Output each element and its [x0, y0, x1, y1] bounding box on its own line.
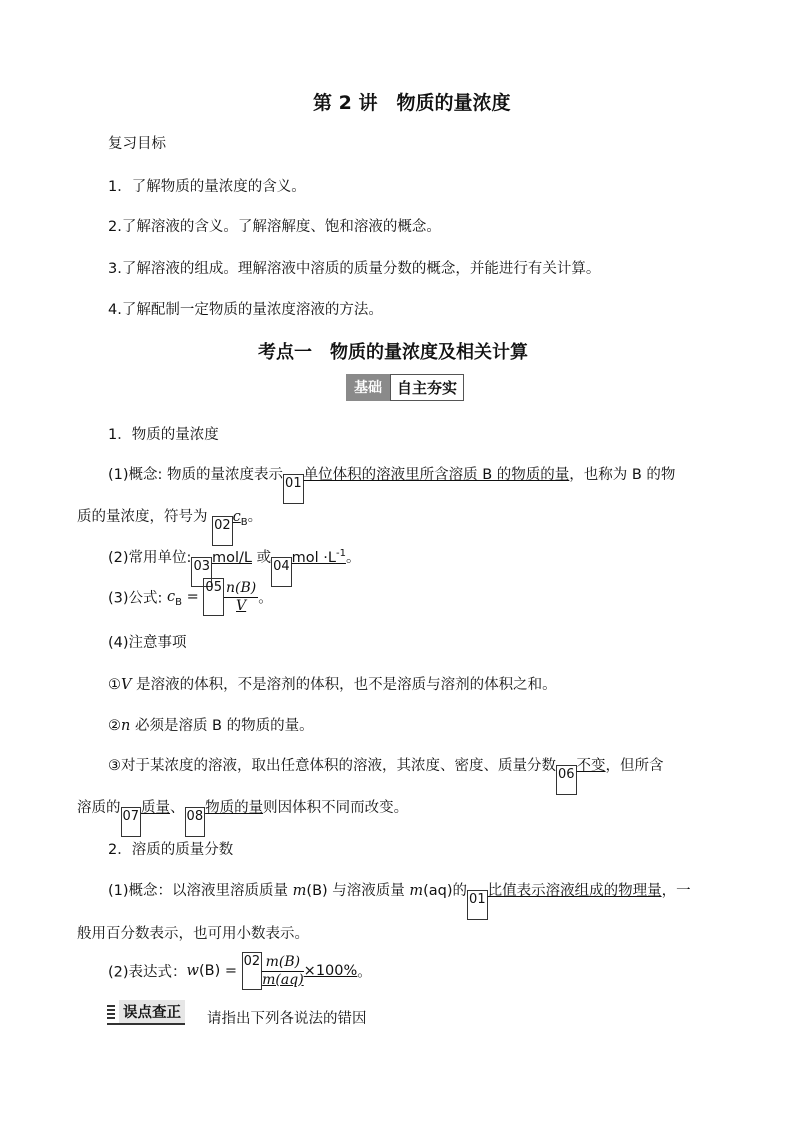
- expression-line: (2)表达式：w(B) = 02 $\frac{m(B)}{m(aq)}$ ×100%。: [108, 952, 372, 990]
- error-check-text: 请指出下列各说法的错因: [207, 1011, 367, 1027]
- objective-item: 2.了解溶液的含义。了解溶解度、饱和溶液的概念。: [108, 219, 441, 235]
- answer-text: mol/L: [211, 550, 252, 566]
- subsection-heading: 2．溶质的质量分数: [108, 842, 234, 858]
- answer-text: 物质的量: [205, 800, 264, 816]
- unit-line: (2)常用单位: 03 mol/L 或 04 mol $\cdot L^{-1}$。: [108, 546, 360, 587]
- objective-item: 1．了解物质的量浓度的含义。: [108, 179, 306, 195]
- answer-text: mol $\cdot L^{-1}$: [291, 548, 346, 566]
- answer-box: 07: [121, 807, 142, 837]
- subsection-heading: 1．物质的量浓度: [108, 427, 219, 443]
- error-check-badge: 误点查正: [107, 1000, 185, 1025]
- concept-line-2: 质的量浓度，符号为 02 $c_B$。: [77, 505, 262, 546]
- badge-self-study: 自主夯实: [390, 374, 464, 401]
- objective-item: 3.了解溶液的组成。理解溶液中溶质的质量分数的概念，并能进行有关计算。: [108, 261, 601, 277]
- answer-text: $c_B$: [232, 509, 248, 528]
- page-title: 第 2 讲 物质的量浓度: [313, 92, 511, 114]
- formula-fraction: $\frac{n(B)}{V}$: [225, 579, 257, 614]
- answer-box: 02: [212, 516, 233, 546]
- answer-box: 01: [283, 474, 304, 504]
- answer-text: 比值表示溶液组成的物理量: [487, 883, 662, 899]
- expression-fraction: $\frac{m(B)}{m(aq)}$: [262, 953, 304, 988]
- answer-box: 02: [242, 952, 263, 990]
- mass-fraction-concept-1: (1)概念：以溶液里溶质质量 m(B) 与溶液质量 m(aq)的 01 比值表示溶液组成的物理量，一: [108, 879, 691, 920]
- objective-item: 4.了解配制一定物质的量浓度溶液的方法。: [108, 302, 383, 318]
- objectives-heading: 复习目标: [108, 136, 166, 152]
- answer-box: 05: [203, 578, 224, 616]
- mass-fraction-concept-2: 般用百分数表示，也可用小数表示。: [77, 926, 309, 942]
- answer-box: 01: [467, 890, 488, 920]
- notes-heading: (4)注意事项: [108, 635, 187, 651]
- note-item: ①V 是溶液的体积，不是溶剂的体积，也不是溶质与溶剂的体积之和。: [108, 677, 557, 693]
- note-item: ③对于某浓度的溶液，取出任意体积的溶液，其浓度、密度、质量分数 06 不变，但所含: [108, 754, 664, 795]
- answer-text: 单位体积的溶液里所含溶质 B 的物质的量: [303, 467, 570, 483]
- formula-line: (3)公式: $c_B$ = 05 $\frac{n(B)}{V}$ 。: [108, 578, 273, 616]
- section-badge: [346, 374, 464, 401]
- answer-box: 08: [185, 807, 206, 837]
- answer-box: 03: [191, 557, 212, 587]
- answer-box: 04: [271, 557, 292, 587]
- answer-text: 不变: [576, 758, 606, 774]
- answer-text: 质量: [141, 800, 171, 816]
- concept-line-1: (1)概念: 物质的量浓度表示 01 单位体积的溶液里所含溶质 B 的物质的量，也称为 B 的物: [108, 463, 675, 504]
- badge-basic: 基础: [346, 374, 390, 401]
- section-title: 考点一 物质的量浓度及相关计算: [258, 342, 528, 363]
- badge-stripe-icon: [107, 1005, 115, 1019]
- note-item: ②n 必须是溶质 B 的物质的量。: [108, 718, 314, 734]
- note-item-cont: 溶质的 07 质量、 08 物质的量则因体积不同而改变。: [77, 796, 408, 837]
- answer-box: 06: [556, 765, 577, 795]
